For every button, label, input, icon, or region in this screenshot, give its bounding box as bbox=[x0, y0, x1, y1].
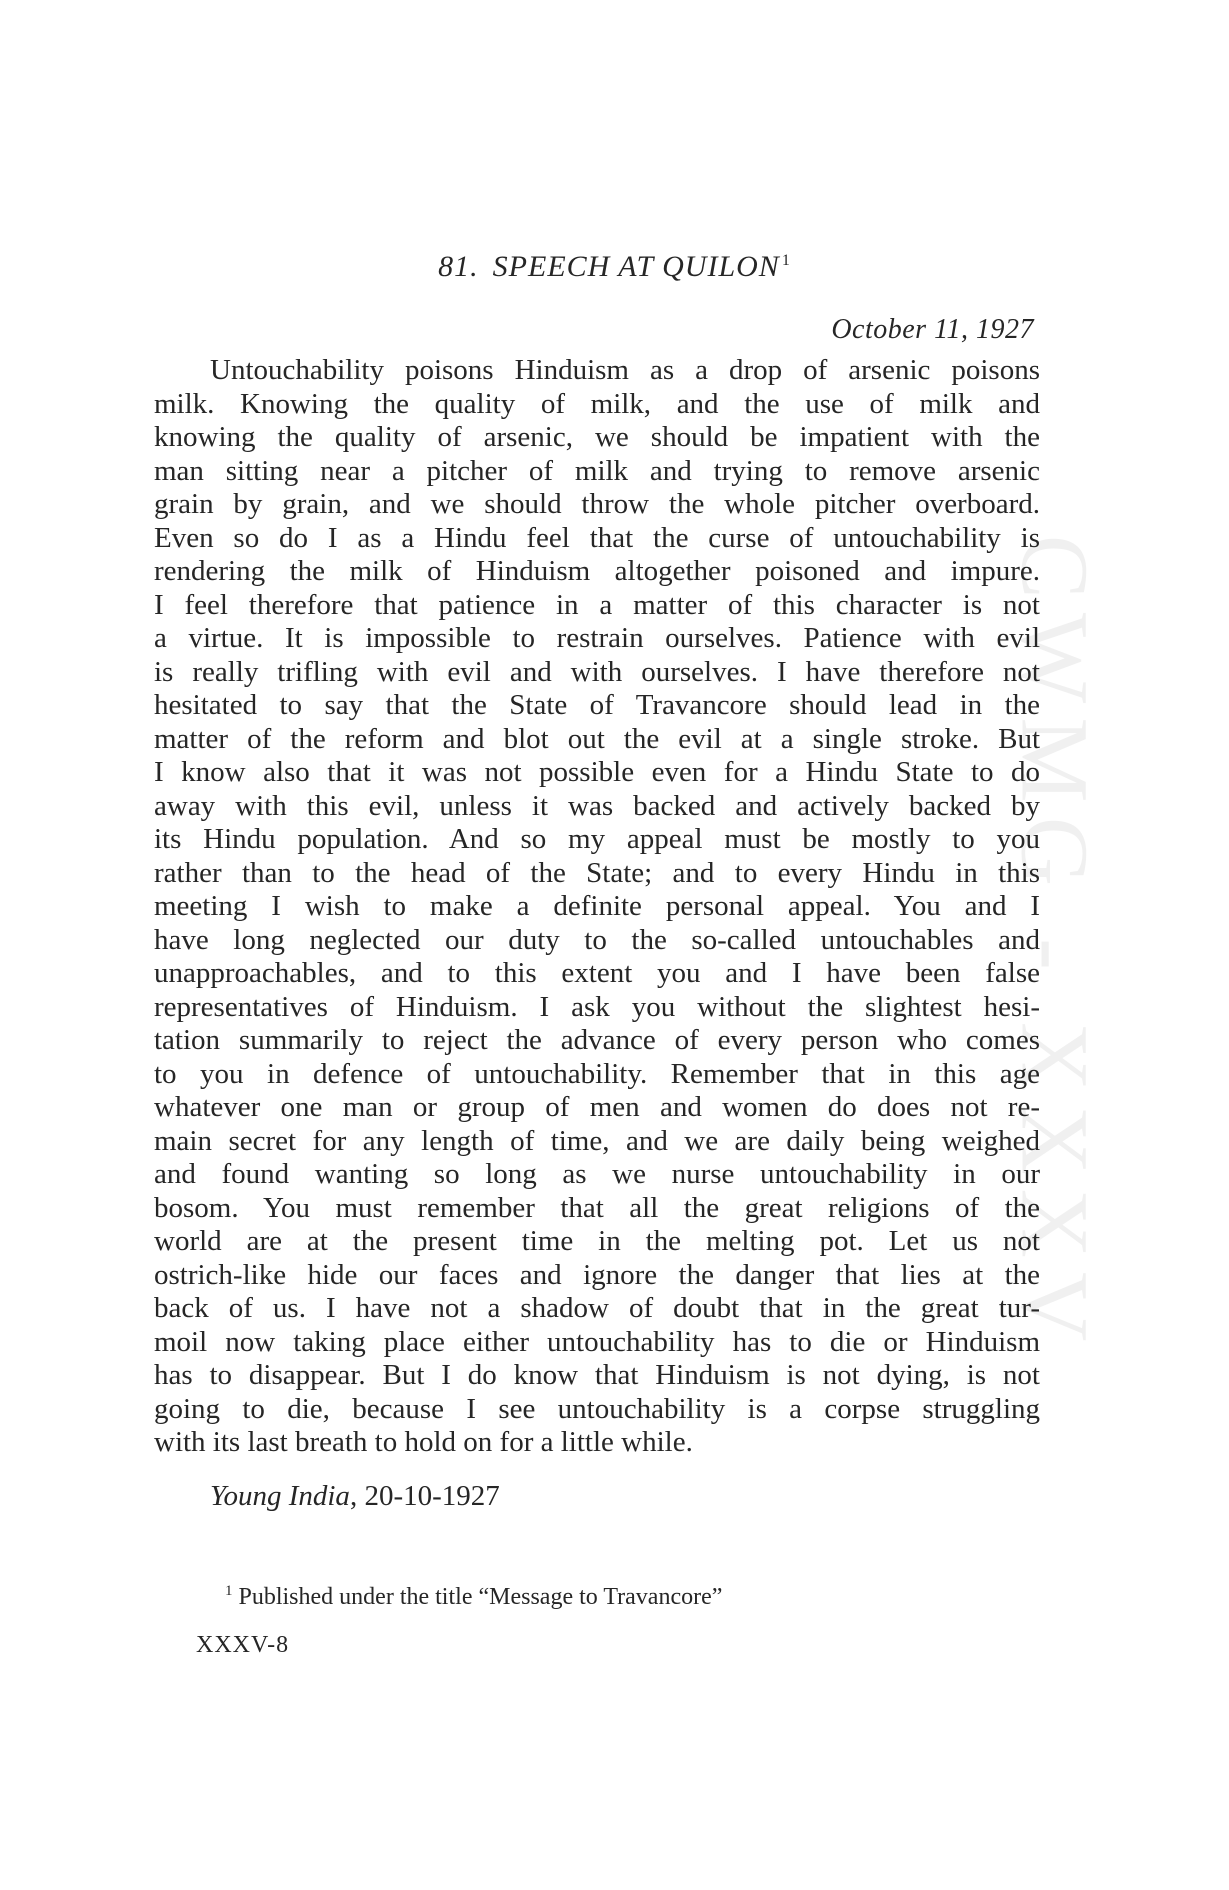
body-line: matter of the reform and blot out the evil at a single stroke. But bbox=[154, 722, 1040, 755]
body-line: whatever one man or group of men and women do does not re- bbox=[154, 1091, 1040, 1123]
body-line: with its last breath to hold on for a little while. bbox=[154, 1426, 693, 1458]
body-line: has to disappear. But I do know that Hinduism is not dying, is not bbox=[154, 1359, 1040, 1391]
watermark-text: CWMG - XXXV bbox=[1001, 534, 1109, 1356]
title-footnote-ref: 1 bbox=[781, 252, 791, 269]
body-line: have long neglected our duty to the so-called untouchables and bbox=[154, 923, 1040, 956]
body-line: tation summarily to reject the advance of every person who comes bbox=[154, 1024, 1040, 1056]
section-title: SPEECH AT QUILON bbox=[492, 250, 780, 283]
body-line: Even so do I as a Hindu feel that the curse of untouchability is bbox=[154, 521, 1040, 554]
speech-body bbox=[154, 354, 1040, 1460]
body-line: rather than to the head of the State; and to every Hindu in this bbox=[154, 856, 1040, 889]
source-citation bbox=[210, 1480, 500, 1513]
body-line: is really trifling with evil and with ourselves. I have therefore not bbox=[154, 655, 1040, 688]
body-line: and found wanting so long as we nurse untouchability in our bbox=[154, 1158, 1040, 1190]
body-line: rendering the milk of Hinduism altogether poisoned and impure. bbox=[154, 555, 1040, 587]
volume-mark: XXXV-8 bbox=[196, 1632, 290, 1658]
body-line: knowing the quality of arsenic, we should be impatient with the bbox=[154, 421, 1040, 453]
body-line: away with this evil, unless it was backed and actively backed by bbox=[154, 789, 1040, 822]
body-line: bosom. You must remember that all the great religions of the bbox=[154, 1191, 1040, 1224]
section-number: 81. bbox=[438, 250, 479, 283]
body-line: meeting I wish to make a definite personal appeal. You and I bbox=[154, 890, 1040, 922]
body-line: unapproachables, and to this extent you and I have been false bbox=[154, 957, 1040, 989]
body-line: I know also that it was not possible even for a Hindu State to do bbox=[154, 756, 1040, 788]
page-title bbox=[0, 250, 1229, 284]
body-line: hesitated to say that the State of Travancore should lead in the bbox=[154, 689, 1040, 721]
body-line: Untouchability poisons Hinduism as a drop of arsenic poisons bbox=[210, 354, 1040, 386]
body-line: going to die, because I see untouchability is a corpse struggling bbox=[154, 1392, 1040, 1425]
body-line: representatives of Hinduism. I ask you without the slightest hesi- bbox=[154, 990, 1040, 1023]
body-line: world are at the present time in the melting pot. Let us not bbox=[154, 1225, 1040, 1257]
source-separator: , bbox=[349, 1480, 365, 1512]
speech-date: October 11, 1927 bbox=[831, 314, 1034, 345]
body-line: ostrich-like hide our faces and ignore the danger that lies at the bbox=[154, 1258, 1040, 1291]
body-line: a virtue. It is impossible to restrain ourselves. Patience with evil bbox=[154, 622, 1040, 654]
body-line: grain by grain, and we should throw the whole pitcher overboard. bbox=[154, 488, 1040, 520]
body-line: moil now taking place either untouchability has to die or Hinduism bbox=[154, 1325, 1040, 1358]
body-line: its Hindu population. And so my appeal must be mostly to you bbox=[154, 823, 1040, 855]
body-line: main secret for any length of time, and we are daily being weighed bbox=[154, 1124, 1040, 1157]
body-line: back of us. I have not a shadow of doubt that in the great tur- bbox=[154, 1292, 1040, 1324]
source-publication: Young India bbox=[210, 1480, 350, 1512]
footnote-text: Published under the title “Message to Travancore” bbox=[238, 1584, 723, 1610]
body-line: milk. Knowing the quality of milk, and the use of milk and bbox=[154, 387, 1040, 420]
body-line: I feel therefore that patience in a matter of this character is not bbox=[154, 588, 1040, 621]
source-date: 20-10-1927 bbox=[364, 1480, 500, 1512]
footnote bbox=[225, 1583, 722, 1611]
body-line: to you in defence of untouchability. Remember that in this age bbox=[154, 1057, 1040, 1090]
footnote-marker: 1 bbox=[225, 1583, 233, 1599]
body-line: man sitting near a pitcher of milk and trying to remove arsenic bbox=[154, 454, 1040, 487]
